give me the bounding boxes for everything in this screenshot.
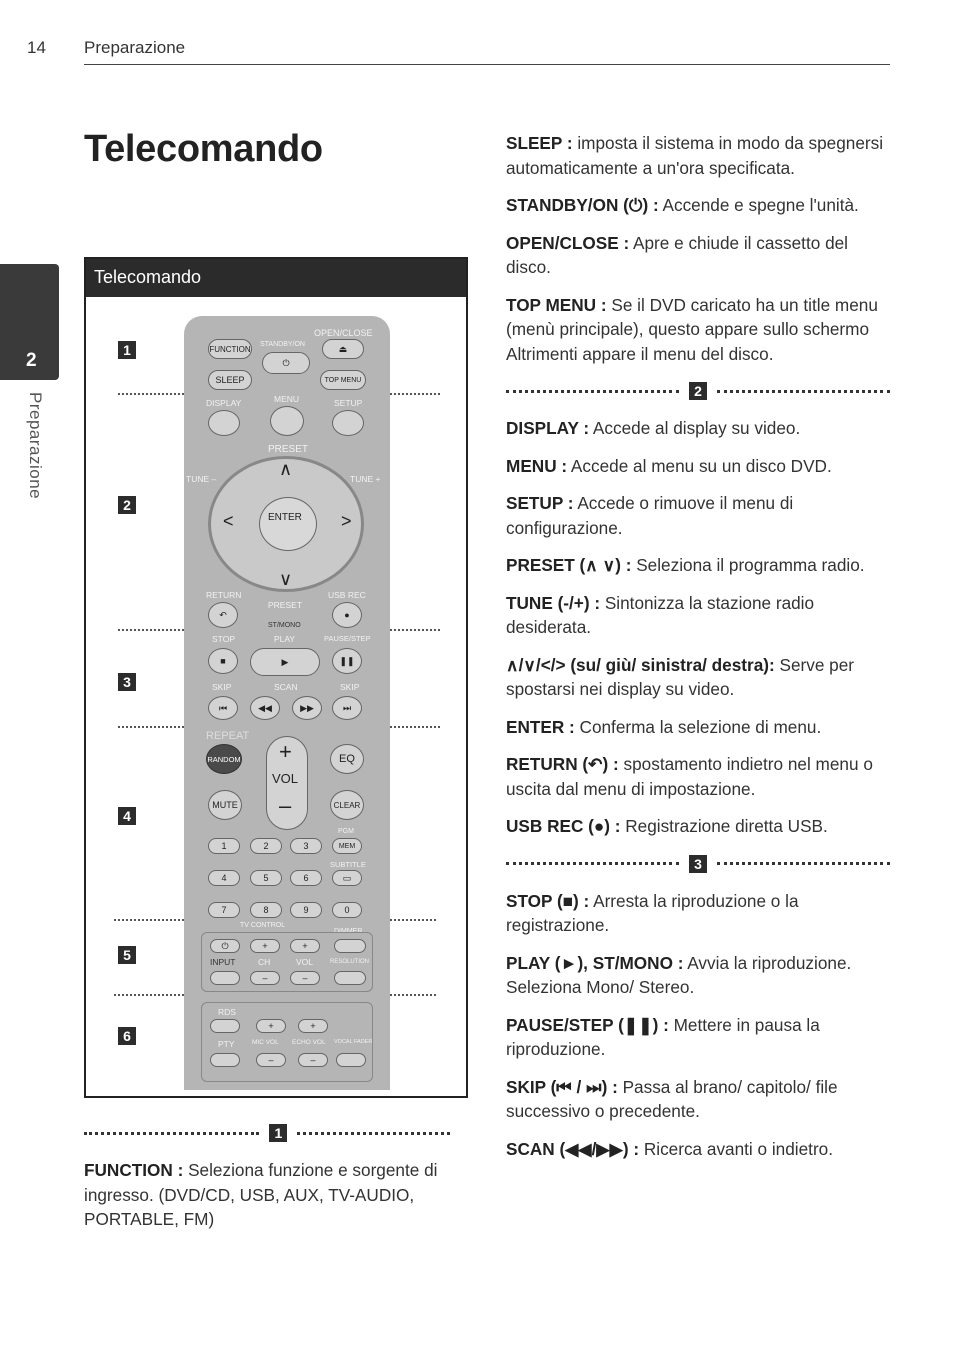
digit-button[interactable]: 3 (290, 838, 322, 854)
figure-heading: Telecomando (86, 259, 466, 297)
description-item: PAUSE/STEP (❚❚) : Mettere in pausa la riproduzione. (506, 1014, 820, 1059)
description-item: PRESET (∧ ∨) : Seleziona il programma radio. (506, 555, 865, 575)
vocal-fader-button[interactable] (336, 1053, 366, 1067)
navigation-pad[interactable] (208, 456, 364, 592)
preset-down-label: PRESET (268, 600, 303, 610)
resolution-button[interactable] (334, 971, 366, 985)
skip-forward-icon: ⏭ (342, 702, 352, 713)
play-button[interactable] (250, 648, 320, 676)
stop-button[interactable] (208, 648, 238, 674)
rewind-button[interactable] (250, 696, 280, 720)
usb-rec-label: USB REC (328, 590, 366, 600)
description-item: DISPLAY : Accede al display su video. (506, 418, 801, 438)
echo-vol-down-button[interactable]: – (298, 1053, 328, 1067)
pause-icon: ❚❚ (339, 655, 355, 666)
description-item: RETURN (↶) : spostamento indietro nel menu o uscita dal menu di impostazione. (506, 754, 873, 799)
setup-button[interactable] (332, 410, 364, 436)
standby-label: STANDBY/ON (260, 341, 305, 348)
right-column (506, 131, 890, 1174)
open-close-label: OPEN/CLOSE (314, 328, 373, 338)
scan-label: SCAN (274, 682, 298, 692)
menu-label: MENU (274, 394, 300, 404)
power-icon: ⏻ (221, 940, 229, 951)
description-item: TUNE (-/+) : Sintonizza la stazione radio desiderata. (506, 592, 815, 637)
play-label: PLAY (274, 634, 296, 644)
clear-button[interactable]: CLEAR (330, 790, 364, 820)
skip-forward-label: SKIP (340, 682, 360, 692)
echo-vol-label: ECHO VOL (292, 1039, 326, 1046)
skip-back-button[interactable] (208, 696, 238, 720)
mute-button[interactable]: MUTE (208, 790, 242, 820)
tune-plus-label: TUNE + (350, 474, 381, 484)
marker-4: 4 (118, 807, 136, 825)
return-label: RETURN (206, 590, 242, 600)
marker-1: 1 (118, 341, 136, 359)
digit-button[interactable]: 8 (250, 902, 282, 918)
tv-control-label: TV CONTROL (240, 922, 286, 929)
digit-button[interactable]: 2 (250, 838, 282, 854)
vol-label: VOL (272, 771, 299, 786)
display-button[interactable] (208, 410, 240, 436)
remote-figure (84, 257, 468, 1098)
down-arrow-icon[interactable]: ∨ (279, 569, 293, 589)
subtitle-label: SUBTITLE (330, 860, 366, 869)
skip-back-icon: ⏮ (218, 702, 228, 713)
description-item: SLEEP : imposta il sistema in modo da spegnersi automaticamente a un'ora specificata. (506, 133, 884, 178)
play-icon: ▶ (281, 656, 289, 667)
digit-button[interactable]: 7 (208, 902, 240, 918)
echo-vol-up-button[interactable]: + (298, 1019, 328, 1033)
digit-button[interactable]: 5 (250, 870, 282, 886)
menu-button[interactable] (270, 406, 304, 436)
description-item: USB REC (●) : Registrazione diretta USB. (506, 816, 828, 836)
left-column (84, 1121, 450, 1245)
description-item: PLAY (►), ST/MONO : Avvia la riproduzione. Seleziona Mono/ Stereo. (506, 952, 852, 997)
marker-5: 5 (118, 946, 136, 964)
pause-button[interactable] (332, 648, 362, 674)
vol-up-button[interactable]: + (290, 939, 320, 953)
pty-label: PTY (218, 1039, 235, 1049)
open-close-button[interactable] (322, 339, 364, 359)
separator-marker: 2 (689, 382, 707, 400)
description-item: SKIP (⏮ / ⏭) : Passa al brano/ capitolo/ file successivo o precedente. (506, 1076, 838, 1121)
input-button[interactable] (210, 971, 240, 985)
power-icon: ⏻ (282, 357, 290, 368)
resolution-label: RESOLUTION (330, 959, 370, 965)
standby-button[interactable] (262, 352, 310, 374)
mic-vol-label: MIC VOL (252, 1039, 279, 1046)
vol-label: VOL (296, 957, 314, 967)
tv-control-panel (201, 932, 373, 992)
digit-button[interactable]: 4 (208, 870, 240, 886)
separator-marker: 3 (689, 855, 707, 873)
forward-button[interactable] (292, 696, 322, 720)
dimmer-button[interactable] (334, 939, 366, 953)
fast-forward-icon: ▶▶ (300, 702, 314, 713)
return-icon: ↶ (219, 609, 227, 620)
description-item: ∧/∨/</> (su/ giù/ sinistra/ destra): Serve per spostarsi nei display su video. (506, 654, 855, 699)
ch-up-button[interactable]: + (250, 939, 280, 953)
input-label: INPUT (210, 957, 236, 967)
up-arrow-icon[interactable]: ∧ (279, 459, 293, 479)
page-title: Telecomando (84, 128, 323, 170)
description-item: STOP (■) : Arresta la riproduzione o la registrazione. (506, 890, 799, 935)
vol-down-button[interactable]: – (290, 971, 320, 985)
skip-forward-button[interactable] (332, 696, 362, 720)
description-item: STANDBY/ON (⏻) : Accende e spegne l'unità. (506, 195, 859, 215)
dimmer-label: DIMMER (334, 928, 363, 935)
description-item: SCAN (◀◀/▶▶) : Ricerca avanti o indietro. (506, 1138, 834, 1159)
ch-down-button[interactable]: – (250, 971, 280, 985)
enter-button[interactable] (259, 497, 317, 551)
stop-icon: ■ (220, 656, 226, 666)
digit-button[interactable]: 6 (290, 870, 322, 886)
pgm-label: PGM (338, 828, 354, 835)
separator-marker: 1 (269, 1124, 287, 1142)
digit-button[interactable]: 1 (208, 838, 240, 854)
marker-3: 3 (118, 673, 136, 691)
marker-2: 2 (118, 496, 136, 514)
mic-vol-down-button[interactable]: – (256, 1053, 286, 1067)
skip-back-label: SKIP (212, 682, 232, 692)
plus-icon: + (279, 739, 292, 764)
repeat-label: REPEAT (206, 730, 250, 742)
minus-icon: – (279, 793, 292, 818)
stop-label: STOP (212, 634, 235, 644)
mem-button[interactable]: MEM (332, 838, 362, 854)
description-item: SETUP : Accede o rimuove il menu di configurazione. (506, 493, 794, 538)
function-button[interactable]: FUNCTION (208, 339, 252, 359)
header-rule (84, 64, 890, 65)
rds-label: RDS (218, 1007, 236, 1017)
right-arrow-icon[interactable]: > (341, 511, 352, 531)
enter-label: ENTER (268, 512, 302, 523)
display-label: DISPLAY (206, 398, 242, 408)
eq-button[interactable]: EQ (330, 744, 364, 774)
page-number: 14 (27, 38, 46, 57)
remote-control (184, 316, 390, 1090)
description-item: TOP MENU : Se il DVD caricato ha un title menu (menù principale), questo appare sullo schermo Altrimenti appare il menu del disco. (506, 294, 878, 364)
preset-label: PRESET (268, 444, 309, 455)
pause-step-label: PAUSE/STEP (324, 634, 371, 643)
tv-power-button[interactable] (210, 939, 240, 953)
description-item: OPEN/CLOSE : Apre e chiude il cassetto del disco. (506, 232, 848, 277)
tune-minus-label: TUNE – (186, 474, 217, 484)
st-mono-label: ST/MONO (268, 622, 301, 629)
subtitle-button[interactable] (332, 870, 362, 886)
top-menu-button[interactable]: TOP MENU (320, 370, 366, 390)
description-item: MENU : Accede al menu su un disco DVD. (506, 455, 832, 476)
description-item: FUNCTION : Seleziona funzione e sorgente di ingresso. (DVD/CD, USB, AUX, TV-AUDIO, PORTABLE, FM) (84, 1160, 438, 1229)
bottom-panel (201, 1002, 373, 1082)
chapter-label: Preparazione (26, 392, 45, 500)
sleep-button[interactable]: SLEEP (208, 370, 252, 390)
pty-button[interactable] (210, 1053, 240, 1067)
return-button[interactable] (208, 602, 238, 628)
left-arrow-icon[interactable]: < (223, 511, 234, 531)
rewind-icon: ◀◀ (258, 702, 272, 713)
random-button[interactable]: RANDOM (206, 744, 242, 774)
subtitle-icon: ▭ (342, 872, 352, 883)
digit-button[interactable]: 0 (332, 902, 362, 918)
record-icon: ● (344, 610, 350, 620)
volume-rocker[interactable] (266, 736, 308, 830)
chapter-number: 2 (26, 350, 37, 371)
vocal-fader-label: VOCAL FADER (334, 1039, 373, 1045)
digit-button[interactable]: 9 (290, 902, 322, 918)
section-title: Preparazione (84, 38, 186, 57)
section-separator (84, 1121, 450, 1145)
mic-vol-up-button[interactable]: + (256, 1019, 286, 1033)
section-separator (506, 852, 890, 876)
ch-label: CH (258, 957, 271, 967)
setup-label: SETUP (334, 398, 363, 408)
rds-button[interactable] (210, 1019, 240, 1033)
eject-icon: ⏏ (338, 343, 348, 354)
marker-6: 6 (118, 1027, 136, 1045)
description-item: ENTER : Conferma la selezione di menu. (506, 716, 822, 737)
usb-rec-button[interactable] (332, 602, 362, 628)
section-separator (506, 379, 890, 403)
